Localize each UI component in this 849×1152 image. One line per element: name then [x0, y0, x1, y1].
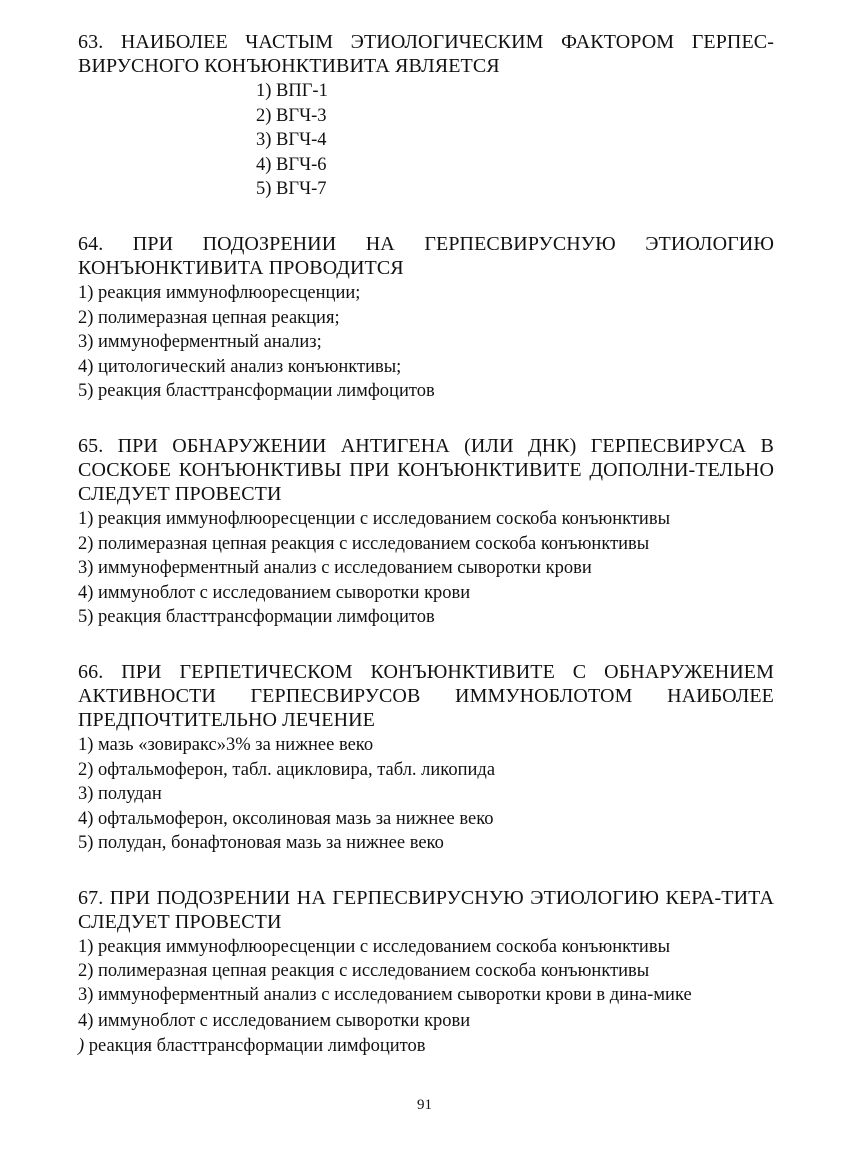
answer-options: [78, 281, 774, 404]
question-64: [78, 232, 774, 404]
answer-option: 1) реакция иммунофлюоресценции;: [78, 282, 361, 303]
answer-option: 2) ВГЧ-3: [256, 105, 327, 126]
answer-option: 2) полимеразная цепная реакция с исследованием соскоба конъюнктивы: [78, 961, 650, 982]
question-text: 65. ПРИ ОБНАРУЖЕНИИ АНТИГЕНА (ИЛИ ДНК) ГЕРПЕСВИРУСА В СОСКОБЕ КОНЪЮНКТИВЫ ПРИ КОНЪЮНКТИВИТЕ ДОПОЛНИ-ТЕЛЬНО СЛЕДУЕТ ПРОВЕСТИ: [78, 434, 774, 505]
answer-option: 2) офтальмоферон, табл. ацикловира, табл. ликопида: [78, 759, 496, 780]
question-text: 66. ПРИ ГЕРПЕТИЧЕСКОМ КОНЪЮНКТИВИТЕ С ОБНАРУЖЕНИЕМ АКТИВНОСТИ ГЕРПЕСВИРУСОВ ИММУНОБЛОТОМ НАИБОЛЕЕ ПРЕДПОЧТИТЕЛЬНО ЛЕЧЕНИЕ: [78, 660, 774, 731]
page-number: 91: [417, 1097, 432, 1113]
answer-options: [78, 733, 774, 856]
question-63: [78, 30, 774, 202]
answer-option: 2) полимеразная цепная реакция;: [78, 307, 340, 328]
answer-option: 3) иммуноферментный анализ с исследованием сыворотки крови: [78, 558, 592, 579]
question-text: 64. ПРИ ПОДОЗРЕНИИ НА ГЕРПЕСВИРУСНУЮ ЭТИОЛОГИЮ КОНЪЮНКТИВИТА ПРОВОДИТСЯ: [78, 232, 774, 279]
answer-option: 4) офтальмоферон, оксолиновая мазь за нижнее веко: [78, 808, 494, 829]
answer-option: 4) иммуноблот с исследованием сыворотки крови: [78, 1011, 471, 1032]
option-number: ): [78, 1035, 85, 1056]
answer-option: 1) ВПГ-1: [256, 81, 328, 101]
answer-option: 4) ВГЧ-6: [256, 154, 327, 175]
question-text: 63. НАИБОЛЕЕ ЧАСТЫМ ЭТИОЛОГИЧЕСКИМ ФАКТОРОМ ГЕРПЕС-ВИРУСНОГО КОНЪЮНКТИВИТА ЯВЛЯЕТСЯ: [78, 31, 774, 77]
answer-option: 1) реакция иммунофлюоресценции с исследованием соскоба конъюнктивы: [78, 936, 670, 957]
answer-option: 5) полудан, бонафтоновая мазь за нижнее веко: [78, 833, 444, 854]
answer-option: 3) иммуноферментный анализ;: [78, 332, 322, 353]
answer-option: 4) цитологический анализ конъюнктивы;: [78, 356, 402, 377]
answer-options: [78, 507, 774, 630]
document-page: [78, 30, 774, 1088]
answer-options: [78, 935, 774, 1058]
answer-option: 1) мазь «зовиракс»3% за нижнее веко: [78, 734, 374, 755]
answer-options: [78, 79, 774, 202]
answer-option: 3) полудан: [78, 784, 162, 805]
answer-option: 1) реакция иммунофлюоресценции с исследованием соскоба конъюнктивы: [78, 508, 670, 529]
answer-option: [78, 1034, 774, 1059]
question-66: [78, 660, 774, 856]
option-text: реакция бласттрансформации лимфоцитов: [84, 1035, 426, 1056]
question-67: [78, 886, 774, 1058]
answer-option: 5) реакция бласттрансформации лимфоцитов: [78, 381, 435, 402]
answer-option: 5) реакция бласттрансформации лимфоцитов: [78, 607, 435, 628]
answer-option: 4) иммуноблот с исследованием сыворотки крови: [78, 582, 471, 603]
question-text: 67. ПРИ ПОДОЗРЕНИИ НА ГЕРПЕСВИРУСНУЮ ЭТИОЛОГИЮ КЕРА-ТИТА СЛЕДУЕТ ПРОВЕСТИ: [78, 886, 774, 933]
answer-option: 3) иммуноферментный анализ с исследованием сыворотки крови в дина-мике: [78, 985, 692, 1006]
question-65: [78, 434, 774, 630]
answer-option: 5) ВГЧ-7: [256, 179, 327, 200]
answer-option: 3) ВГЧ-4: [256, 130, 327, 151]
answer-option: 2) полимеразная цепная реакция с исследованием соскоба конъюнктивы: [78, 533, 650, 554]
